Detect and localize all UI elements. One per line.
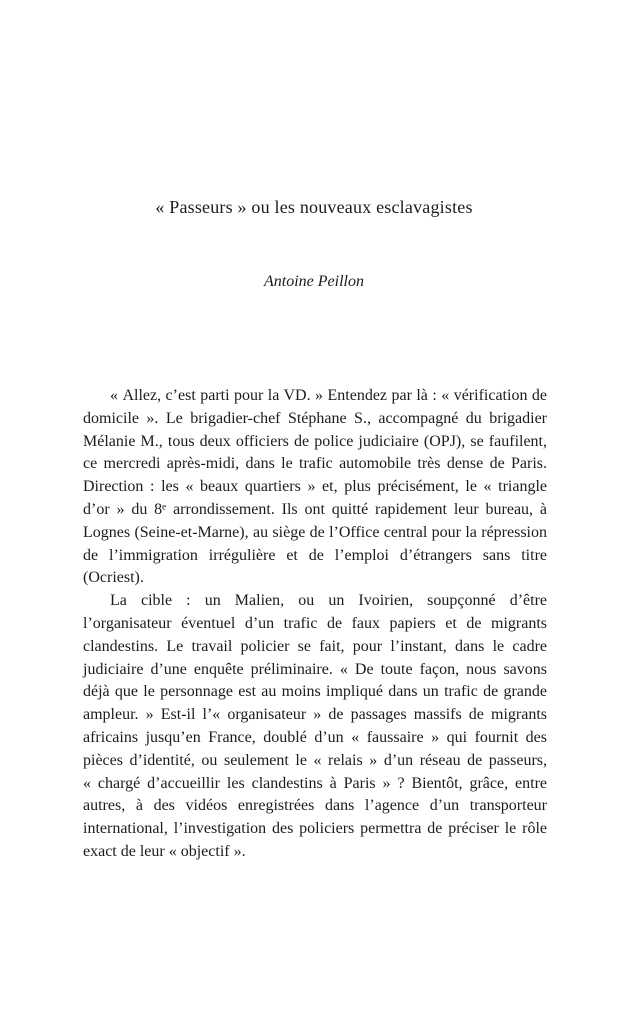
paragraph-2: La cible : un Malien, ou un Ivoirien, soupçonné d’être l’organisateur éventuel d’un trafic de faux papiers et de migrants clandestins. Le travail policier se fait, pour l’instant, dans le cadre judiciaire d’une enquête préliminaire. « De toute façon, nous savons déjà que le personnage est au moins impliqué dans un trafic de grande ampleur. » Est-il l’« organisateur » de passages massifs de migrants africains jusqu’en France, doublé d’un « faussaire » qui fournit des pièces d’identité, ou seulement le « relais » d’un réseau de passeurs, « chargé d’accueillir les clandestins à Paris » ? Bientôt, grâce, entre autres, à des vidéos enregistrées dans l’agence d’un transporteur international, l’investigation des policiers permettra de préciser le rôle exact de leur « objectif ». — [83, 592, 547, 860]
chapter-title: « Passeurs » ou les nouveaux esclavagistes — [155, 197, 473, 217]
body-text — [83, 385, 547, 864]
paragraph-1: « Allez, c’est parti pour la VD. » Entendez par là : « vérification de domicile ». Le brigadier-chef Stéphane S., accompagné du brigadier Mélanie M., tous deux officiers de police judiciaire (OPJ), se faufilent, ce mercredi après-midi, dans le trafic automobile très dense de Paris. Direction : les « beaux quartiers » et, plus précisément, le « triangle d’or » du 8ᵉ arrondissement. Ils ont quitté rapidement leur bureau, à Lognes (Seine-et-Marne), au siège de l’Office central pour la répression de l’immigration irrégulière et de l’emploi d’étrangers sans titre (Ocriest). — [83, 387, 547, 587]
author-name: Antoine Peillon — [264, 273, 364, 290]
